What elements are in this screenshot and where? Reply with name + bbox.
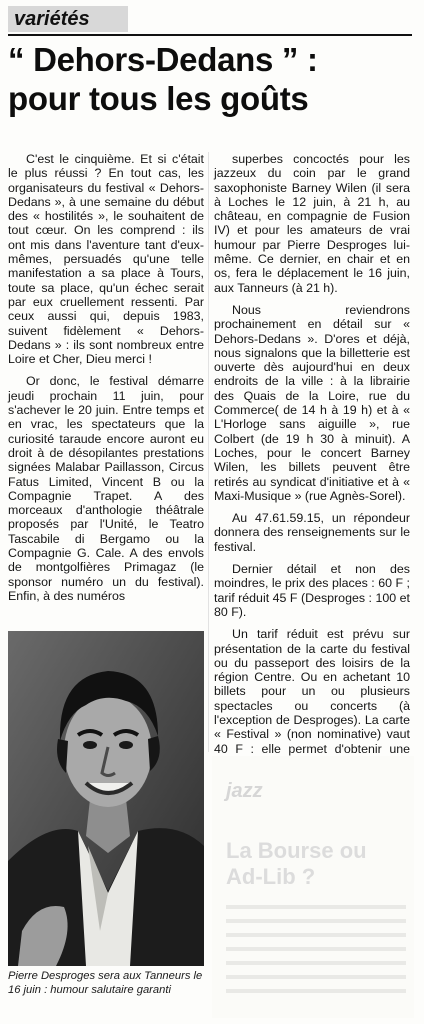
adjacent-text-ghost	[226, 905, 406, 1015]
article-column-left	[8, 152, 204, 611]
paragraph: Nous reviendrons prochainement en détail sur « Dehors-Dedans ». D'ores et déjà, nous signalons que la billetterie est ouverte dès aujourd'hui en deux endroits de la ville : à la librairie des Quais de la Loire, rue du Commerce( de 14 h à 19 h) et à « L'Horloge sans aiguille », rue Colbert (de 19 h 30 à minuit). A Loches, pour le concert Barney Wilen, les billets peuvent être retirés au syndicat d'initiative et à « Maxi-Musique » (rue Agnès-Sorel).	[214, 302, 410, 503]
portrait-photo	[8, 631, 204, 966]
paragraph: Dernier détail et non des moindres, le prix des places : 60 F ; tarif réduit 45 F (Desproges : 100 et 80 F).	[214, 562, 410, 619]
section-rubric: variétés	[14, 8, 90, 30]
paragraph: Un tarif réduit est prévu sur présentation de la carte du festival ou du passeport des loisirs de la région Centre. Ou en achetant 10 billets pour un ou plusieurs spectacles ou concerts (à l'exception de Desproges). La carte « Festival » (non nominative) vaut 40 F : elle permet d'obtenir une	[214, 627, 410, 756]
headline-line-1: “ Dehors-Dedans ” :	[8, 41, 318, 78]
headline	[8, 40, 418, 118]
portrait-illustration	[8, 631, 204, 966]
header-rule	[8, 34, 412, 36]
paragraph: Or donc, le festival démarre jeudi prochain 11 juin, pour s'achever le 20 juin. Entre temps et en vrac, les spectateurs que la curiosité taraude encore auront eu droit à de désopilantes prestations signées Malabar Paillasson, Circus Fatus Limited, Vincent B ou la Compagnie Trapet. A des morceaux d'anthologie théâtrale proposés par l'Unité, le Teatro Tascabile di Bergamo ou la Compagnie G. Cale. A des envols de montgolfières Primagaz (le sponsor numéro un du festival). Enfin, à des numéros	[8, 374, 204, 603]
paragraph: superbes concoctés pour les jazzeux du coin par le grand saxophoniste Barney Wilen (il sera à Loches le 12 juin, à 21 h, au château, en compagnie de Fusion IV) et pour les amateurs de vrai humour par Pierre Desproges lui-même. Ce dernier, en chair et en os, fera le déplacement le 16 juin, aux Tanneurs (à 21 h).	[214, 152, 410, 295]
headline-line-2: pour tous les goûts	[8, 80, 309, 117]
photo-caption: Pierre Desproges sera aux Tanneurs le 16 juin : humour salutaire garanti	[8, 970, 203, 996]
paragraph: Au 47.61.59.15, un répondeur donnera des renseignements sur le festival.	[214, 511, 410, 554]
column-divider	[208, 152, 209, 752]
article-column-right	[214, 152, 410, 792]
adjacent-headline: La Bourse ou Ad-Lib ?	[226, 838, 367, 889]
adjacent-rubric: jazz	[226, 780, 263, 802]
paragraph: C'est le cinquième. Et si c'était le plus réussi ? En tout cas, les organisateurs du festival « Dehors-Dedans », à une semaine du début des « hostilités », le souhaitent de tout cœur. On les comprend : ils ont mis dans l'aventure tant d'eux-mêmes, persuadés qu'une telle manifestation a sa place à Tours, toute sa place, qu'un échec serait par eux cruellement ressenti. Par ceux aussi qui, depuis 1983, suivent fidèlement « Dehors-Dedans » : ils sont nombreux entre Loire et Cher, Dieu merci !	[8, 152, 204, 367]
